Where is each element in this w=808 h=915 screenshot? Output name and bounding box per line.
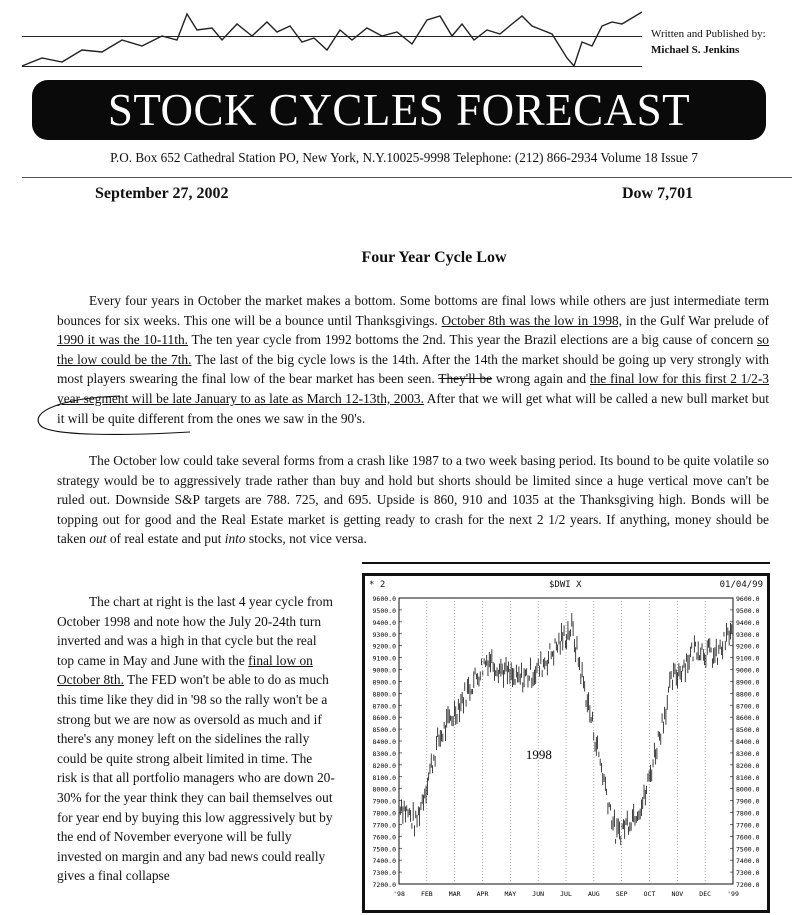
x-tick-label: MAY (504, 890, 517, 898)
y-tick-label-left: 9100.0 (372, 654, 396, 663)
y-tick-label-left: 7300.0 (372, 869, 396, 878)
publisher-name: Michael S. Jenkins (651, 44, 740, 56)
y-tick-label-right: 9500.0 (736, 606, 760, 615)
p1-underline-3: so the low could be the 7th. (57, 332, 769, 367)
p2-italic-1: out (89, 531, 107, 547)
y-tick-label-right: 9400.0 (736, 618, 760, 627)
y-tick-label-right: 9100.0 (736, 654, 760, 663)
issue-date: September 27, 2002 (95, 185, 229, 202)
x-tick-label: FEB (420, 890, 433, 898)
paragraph-3 (57, 592, 335, 886)
y-tick-label-left: 9500.0 (372, 606, 396, 615)
x-tick-label: SEP (615, 890, 628, 898)
x-tick-label: MAR (448, 890, 461, 898)
y-tick-label-left: 9200.0 (372, 642, 396, 651)
x-tick-label: JUL (560, 890, 572, 898)
y-tick-label-left: 8100.0 (372, 773, 396, 782)
p1-underline-1: October 8th was the low in 1998, (441, 312, 623, 328)
y-tick-label-right: 8800.0 (736, 690, 760, 699)
y-tick-label-left: 8900.0 (372, 678, 396, 687)
y-tick-label-right: 7400.0 (736, 857, 760, 866)
y-tick-label-left: 8500.0 (372, 726, 396, 735)
y-tick-label-right: 7500.0 (736, 845, 760, 854)
y-tick-label-right: 8700.0 (736, 702, 760, 711)
y-tick-label-left: 9300.0 (372, 630, 396, 639)
chart-header-center: $DWI X (549, 580, 582, 590)
y-tick-label-left: 8700.0 (372, 702, 396, 711)
y-tick-label-left: 9400.0 (372, 618, 396, 627)
y-tick-label-left: 8600.0 (372, 714, 396, 723)
p1-text-a: Every four years in October the market makes a bottom. Some bottoms are final lows while others are just intermediate term bounces for six weeks. This one will be a bounce until Thanksgivings. (57, 293, 769, 328)
paragraph-1 (57, 291, 769, 428)
y-tick-label-right: 7300.0 (736, 869, 760, 878)
chart-top-rule (362, 562, 770, 564)
x-tick-label: AUG (587, 890, 600, 898)
y-tick-label-right: 9000.0 (736, 666, 760, 675)
y-tick-label-left: 7500.0 (372, 845, 396, 854)
masthead-wave-graphic (22, 10, 642, 72)
header-rule (22, 177, 792, 178)
y-tick-label-left: 7200.0 (372, 881, 396, 889)
y-tick-label-left: 9000.0 (372, 666, 396, 675)
p1-struck-text: They'll be (438, 371, 493, 387)
y-tick-label-right: 8600.0 (736, 714, 760, 723)
x-tick-label: APR (476, 890, 489, 898)
y-tick-label-right: 8000.0 (736, 785, 760, 794)
y-tick-label-left: 8200.0 (372, 761, 396, 770)
p3-text-b: The FED won't be able to do as much this time like they did in '98 so the rally won't be a strong but we are now as oversold as much and if there's any money left on the sidelines the rally could be quite strong albeit limited in time. The risk is that all portfolio managers who are down 20-30% for the year think they can bail themselves out for year end by buying this low aggressively but by the end of November everyone will be fully invested on margin and any bad news could really gives a final collapse (57, 672, 335, 884)
x-tick-label: '98 (393, 890, 405, 898)
p2-text-b: of real estate and put (106, 531, 225, 547)
y-tick-label-left: 7600.0 (372, 833, 396, 842)
y-tick-label-right: 7700.0 (736, 821, 760, 830)
y-tick-label-right: 8100.0 (736, 773, 760, 782)
y-tick-label-left: 7800.0 (372, 809, 396, 818)
y-tick-label-right: 8900.0 (736, 678, 760, 687)
y-tick-label-right: 8200.0 (736, 761, 760, 770)
dow-level: Dow 7,701 (622, 185, 694, 202)
y-tick-label-left: 9600.0 (372, 595, 396, 603)
y-tick-label-right: 7900.0 (736, 797, 760, 806)
p1-text-d: The last of the big cycle lows is the 14th. After the 14th the market should be going up very strongly with most players swearing the final low of the bear market has been seen. (57, 351, 769, 387)
y-tick-label-left: 7400.0 (372, 857, 396, 866)
chart-plot (365, 576, 767, 910)
x-tick-label: OCT (643, 890, 656, 898)
x-tick-label: '99 (727, 890, 739, 898)
address-line: P.O. Box 652 Cathedral Station PO, New York, N.Y.10025-9998 Telephone: (212) 866-2934 Volume 18 Issue 7 (110, 150, 698, 165)
p2-italic-2: into (224, 531, 246, 547)
p1-underline-4: the final low for this first 2 1/2-3 year segment will be late January to as late as March 12-13th, 2003. (57, 371, 769, 406)
p1-text-b: in the Gulf War prelude of (622, 312, 769, 328)
p3-text-a: The chart at right is the last 4 year cycle from October 1998 and note how the July 20-24th turn inverted and was a high in that cycle but the real top came in May and June with the (57, 594, 333, 668)
paragraph-2 (57, 451, 769, 549)
y-tick-label-left: 7900.0 (372, 797, 396, 806)
y-tick-label-left: 8800.0 (372, 690, 396, 699)
y-tick-label-left: 7700.0 (372, 821, 396, 830)
y-tick-label-left: 8400.0 (372, 738, 396, 746)
y-tick-label-right: 7200.0 (736, 881, 760, 889)
x-tick-label: JUN (532, 890, 545, 898)
chart-header-left: * 2 (369, 580, 386, 590)
p2-text-a: The October low could take several forms from a crash like 1987 to a two week basing period. Its bound to be quite volatile so strategy would be to aggressively trade rather than buy and hold but shorts should be limited since a huge vertical move can't be ruled out. Downside S&P targets are 788. 725, and 695. Upside is 860, 910 and 1035 at the Thanksgiving high. Bonds will be topping out for good and the Real Estate market is getting ready to crash for the next 2 1/2 years. If anything, money should be taken (57, 453, 769, 547)
p3-underline-1: final low on October 8th. (57, 652, 313, 688)
p1-text-f: After that we will get what will be called a new bull market but it will be quite different from the ones we saw in the 90's. (57, 390, 769, 426)
y-tick-label-right: 7600.0 (736, 833, 760, 842)
y-tick-label-right: 9600.0 (736, 595, 760, 603)
newsletter-title: STOCK CYCLES FORECAST (107, 85, 691, 135)
p2-text-c: stocks, not vice versa. (245, 531, 367, 547)
p1-text-c: The ten year cycle from 1992 bottoms the 2nd. This year the Brazil elections are a big cause of concern (188, 332, 758, 348)
p1-text-e: wrong again and (492, 371, 590, 387)
x-tick-label: DEC (699, 890, 712, 898)
y-tick-label-left: 8300.0 (372, 749, 396, 758)
y-tick-label-right: 8400.0 (736, 738, 760, 746)
chart-header-right: 01/04/99 (719, 580, 763, 590)
y-tick-label-right: 7800.0 (736, 809, 760, 818)
y-tick-label-right: 8500.0 (736, 726, 760, 735)
publisher-credit (651, 26, 766, 58)
publisher-line: Written and Published by: (651, 28, 766, 40)
chart-annotation: 1998 (525, 746, 552, 762)
dow-chart (362, 573, 770, 913)
p1-underline-2: 1990 it was the 10-11th. (57, 332, 188, 348)
y-tick-label-right: 9300.0 (736, 630, 760, 639)
newsletter-banner (32, 80, 766, 140)
y-tick-label-right: 9200.0 (736, 642, 760, 651)
article-headline: Four Year Cycle Low (361, 249, 507, 266)
y-tick-label-right: 8300.0 (736, 749, 760, 758)
x-tick-label: NOV (671, 890, 684, 898)
y-tick-label-left: 8000.0 (372, 785, 396, 794)
